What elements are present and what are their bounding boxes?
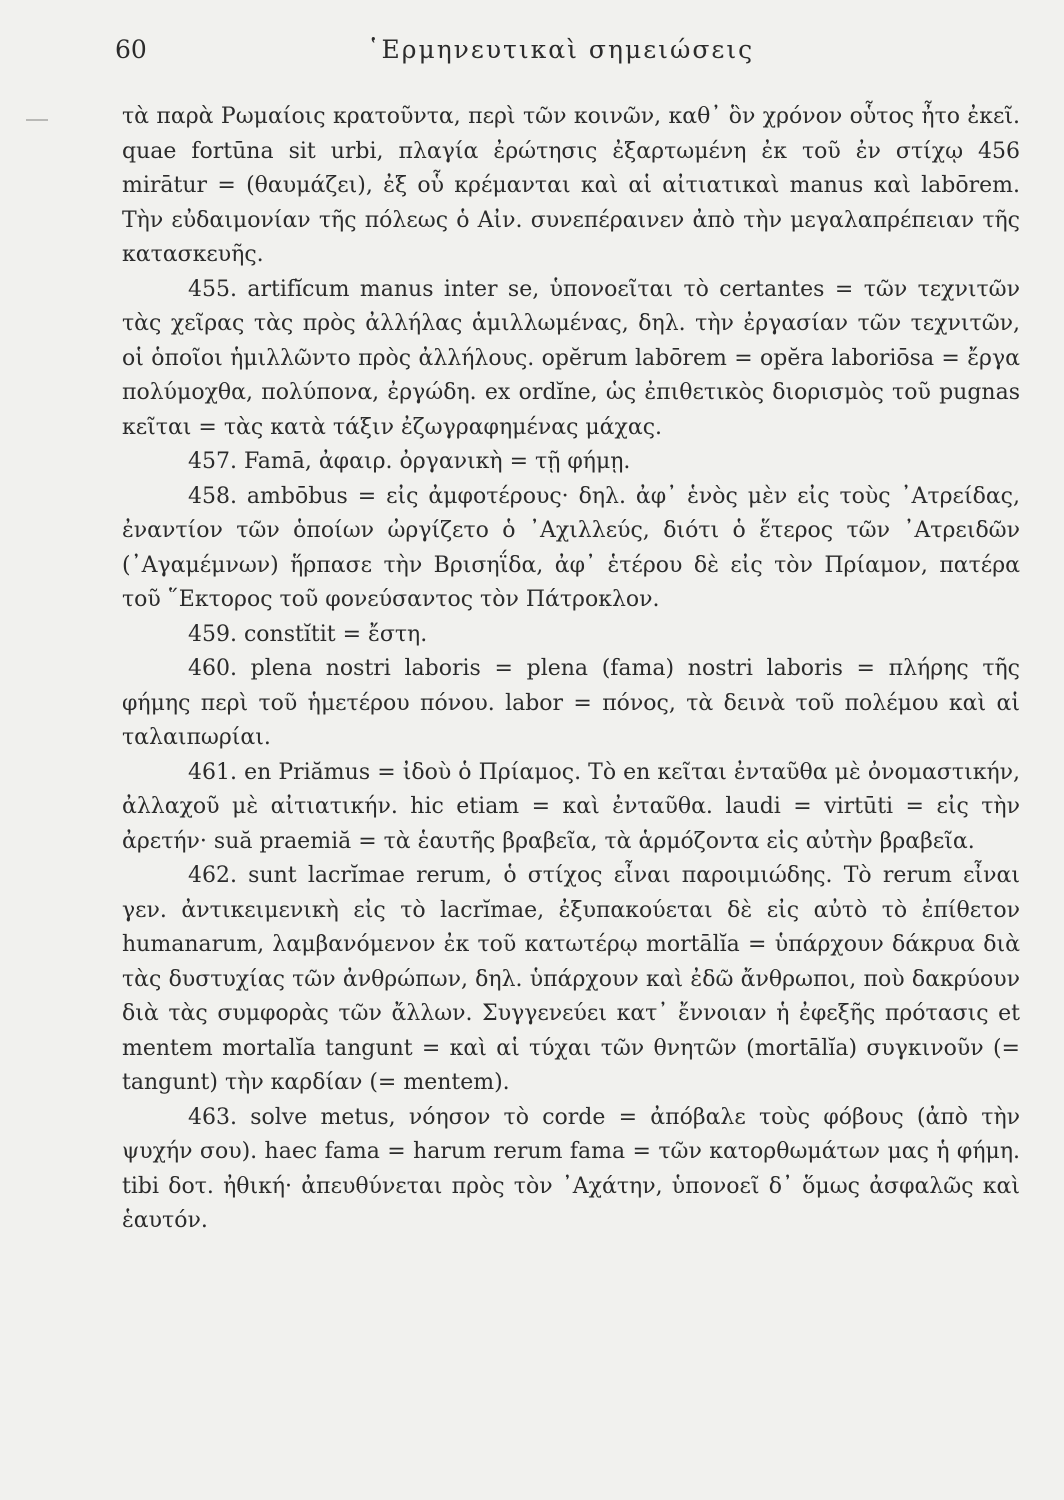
note-463: 463. solve metus, νόησον τὸ corde = ἀπόβαλε τοὺς φόβους (ἀπὸ τὴν ψυχήν σου). haec fama = harum rerum fama = τῶν κατορθωμάτων μας ἡ φήμη. tibi δοτ. ἠθική· ἀπευθύνεται πρὸς τὸν ᾿Αχάτην, ὑπονοεῖ δ᾽ ὅμως ἀσφαλῶς καὶ ἑαυτόν.: [122, 1104, 1020, 1233]
note-461: 461. en Priămus = ἰδοὺ ὁ Πρίαμος. Τὸ en κεῖται ἐνταῦθα μὲ ὀνομαστικήν, ἀλλαχοῦ μὲ αἰτιατικήν. hic etiam = καὶ ἐνταῦθα. laudi = virtūti = εἰς τὴν ἀρετήν· suă praemiă = τὰ ἑαυτῆς βραβεῖα, τὰ ἁρμόζοντα εἰς αὐτὴν βραβεῖα.: [122, 759, 1020, 854]
margin-mark: [26, 119, 48, 121]
note-458: 458. ambōbus = εἰς ἀμφοτέρους· δηλ. ἀφ᾽ ἑνὸς μὲν εἰς τοὺς ᾿Ατρείδας, ἐναντίον τῶν ὁποίων ὠργίζετο ὁ ᾿Αχιλλεύς, διότι ὁ ἕτερος τῶν ᾿Ατρειδῶν (᾿Αγαμέμνων) ἥρπασε τὴν Βρισηΐδα, ἀφ᾽ ἑτέρου δὲ εἰς τὸν Πρίαμον, πατέρα τοῦ ῞Εκτορος τοῦ φονεύσαντος τὸν Πάτροκλον.: [122, 483, 1020, 612]
commentary-text: [122, 100, 1020, 1239]
note-459: 459. constĭtit = ἔστη.: [188, 621, 428, 647]
running-head: [115, 30, 1020, 70]
page-number: 60: [115, 35, 147, 64]
note-462: 462. sunt lacrĭmae rerum, ὁ στίχος εἶναι παροιμιώδης. Τὸ rerum εἶναι γεν. ἀντικειμενικὴ εἰς τὸ lacrĭmae, ἐξυπακούεται δὲ εἰς αὐτὸ τὸ ἐπίθετον humanarum, λαμβανόμενον ἐκ τοῦ κατωτέρῳ mortālĭa = ὑπάρχουν δάκρυα διὰ τὰς δυστυχίας τῶν ἀνθρώπων, δηλ. ὑπάρχουν καὶ ἐδῶ ἄνθρωποι, ποὺ δακρύουν διὰ τὰς συμφορὰς τῶν ἄλλων. Συγγενεύει κατ᾽ ἔννοιαν ἡ ἐφεξῆς πρότασις et mentem mortalĭa tangunt = καὶ αἱ τύχαι τῶν θνητῶν (mortālĭa) συγκινοῦν (= tangunt) τὴν καρδίαν (= mentem).: [122, 863, 1020, 1095]
note-455: 455. artifĭcum manus inter se, ὑπονοεῖται τὸ certantes = τῶν τεχνιτῶν τὰς χεῖρας τὰς πρὸς ἀλλήλας ἁμιλλωμένας, δηλ. τὴν ἐργασίαν τῶν τεχνιτῶν, οἱ ὁποῖοι ἡμιλλῶντο πρὸς ἀλλήλους. opĕrum labōrem = opĕra laboriōsa = ἔργα πολύμοχθα, πολύπονα, ἐργώδη. ex ordĭne, ὡς ἐπιθετικὸς διορισμὸς τοῦ pugnas κεῖται = τὰς κατὰ τάξιν ἐζωγραφημένας μάχας.: [122, 276, 1020, 440]
note-457: 457. Famā, ἀφαιρ. ὀργανικὴ = τῇ φήμῃ.: [188, 449, 631, 474]
running-title: ῾Ερμηνευτικαὶ σημειώσεις: [367, 35, 755, 64]
note-460: 460. plena nostri laboris = plena (fama) nostri laboris = πλήρης τῆς φήμης περὶ τοῦ ἡμετέρου πόνου. labor = πόνος, τὰ δεινὰ τοῦ πολέμου καὶ αἱ ταλαιπωρίαι.: [122, 656, 1020, 750]
paragraph-continuation: τὰ παρὰ Ρωμαίοις κρατοῦντα, περὶ τῶν κοινῶν, καθ᾽ ὃν χρόνον οὗτος ἦτο ἐκεῖ. quae fortūna sit urbi, πλαγία ἐρώτησις ἐξαρτωμένη ἐκ τοῦ ἐν στίχῳ 456 mirātur = (θαυμάζει), ἐξ οὗ κρέμανται καὶ αἱ αἰτιατικαὶ manus καὶ labōrem. Τὴν εὐδαιμονίαν τῆς πόλεως ὁ Αἰν. συνεπέραινεν ἀπὸ τὴν μεγαλαπρέπειαν τῆς κατασκευῆς.: [122, 104, 1020, 267]
